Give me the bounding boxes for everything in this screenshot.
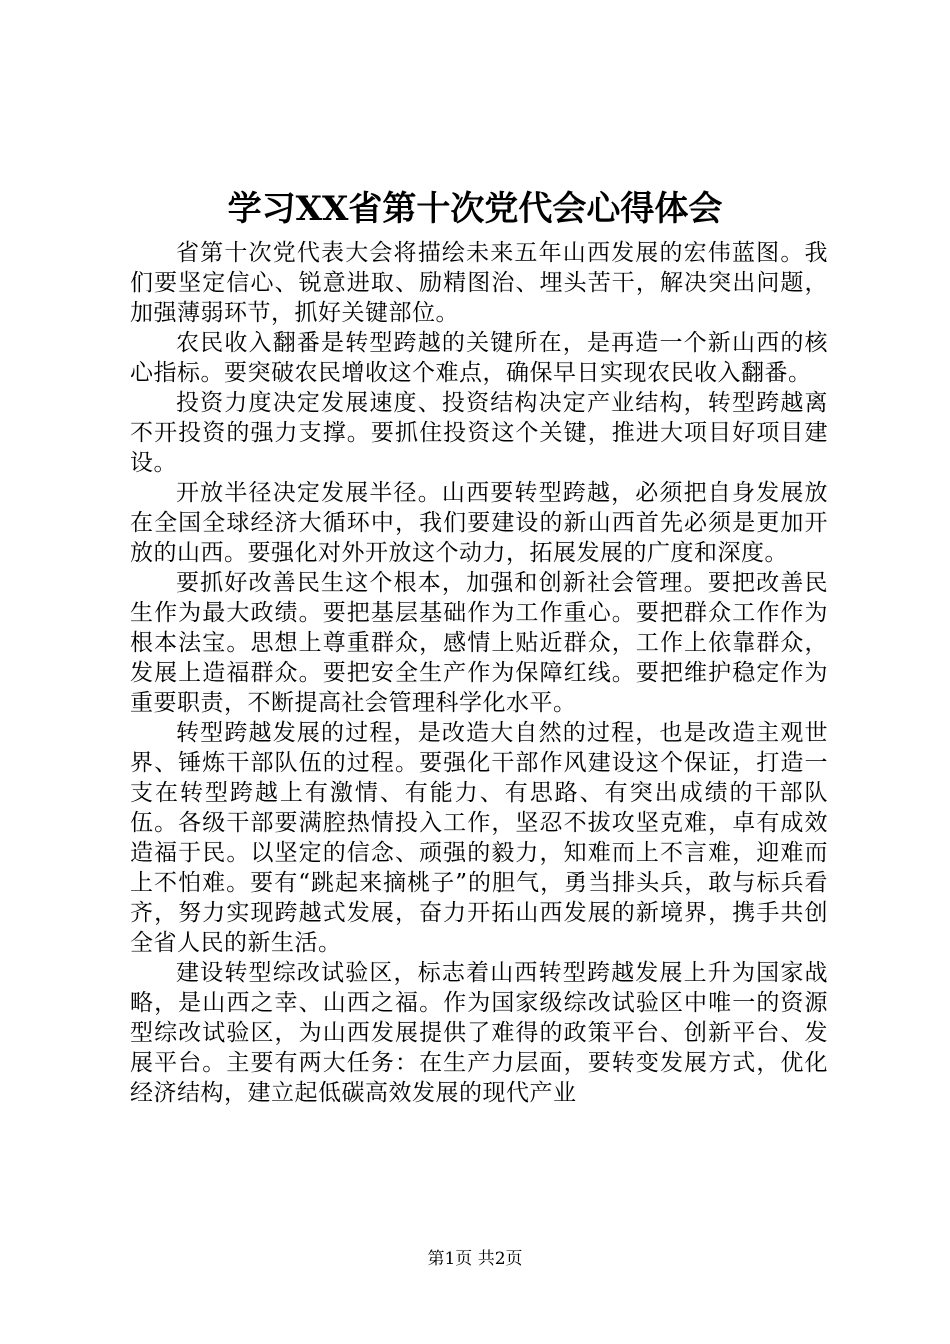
paragraph: 开放半径决定发展半径。山西要转型跨越，必须把自身发展放在全国全球经济大循环中，我们要建设的新山西首先必须是更加开放的山西。要强化对外开放这个动力，拓展发展的广度和深度。 xyxy=(130,480,828,566)
document-title: 学习XX省第十次党代会心得体会 xyxy=(227,189,723,229)
paragraph: 投资力度决定发展速度、投资结构决定产业结构，转型跨越离不开投资的强力支撑。要抓住投资这个关键，推进大项目好项目建设。 xyxy=(130,390,828,476)
paragraph: 要抓好改善民生这个根本，加强和创新社会管理。要把改善民生作为最大政绩。要把基层基础作为工作重心。要把群众工作作为根本法宝。思想上尊重群众，感情上贴近群众，工作上依靠群众，发展上造福群众。要把安全生产作为保障红线。要把维护稳定作为重要职责，不断提高社会管理科学化水平。 xyxy=(130,570,828,716)
paragraph: 建设转型综改试验区，标志着山西转型跨越发展上升为国家战略，是山西之幸、山西之福。作为国家级综改试验区中唯一的资源型综改试验区，为山西发展提供了难得的政策平台、创新平台、发展平台。主要有两大任务：在生产力层面，要转变发展方式，优化经济结构，建立起低碳高效发展的现代产业 xyxy=(130,960,828,1106)
document-body xyxy=(130,238,828,1108)
page-number-footer: 第1页 共2页 xyxy=(427,1249,523,1269)
paragraph: 省第十次党代表大会将描绘未来五年山西发展的宏伟蓝图。我们要坚定信心、锐意进取、励精图治、埋头苦干，解决突出问题，加强薄弱环节，抓好关键部位。 xyxy=(130,240,828,326)
paragraph: 转型跨越发展的过程，是改造大自然的过程，也是改造主观世界、锤炼干部队伍的过程。要强化干部作风建设这个保证，打造一支在转型跨越上有激情、有能力、有思路、有突出成绩的干部队伍。各级干部要满腔热情投入工作，坚忍不拔攻坚克难，卓有成效造福于民。以坚定的信念、顽强的毅力，知难而上不言难，迎难而上不怕难。要有“跳起来摘桃子”的胆气，勇当排头兵，敢与标兵看齐，努力实现跨越式发展，奋力开拓山西发展的新境界，携手共创全省人民的新生活。 xyxy=(130,720,828,956)
paragraph: 农民收入翻番是转型跨越的关键所在，是再造一个新山西的核心指标。要突破农民增收这个难点，确保早日实现农民收入翻番。 xyxy=(130,330,828,386)
